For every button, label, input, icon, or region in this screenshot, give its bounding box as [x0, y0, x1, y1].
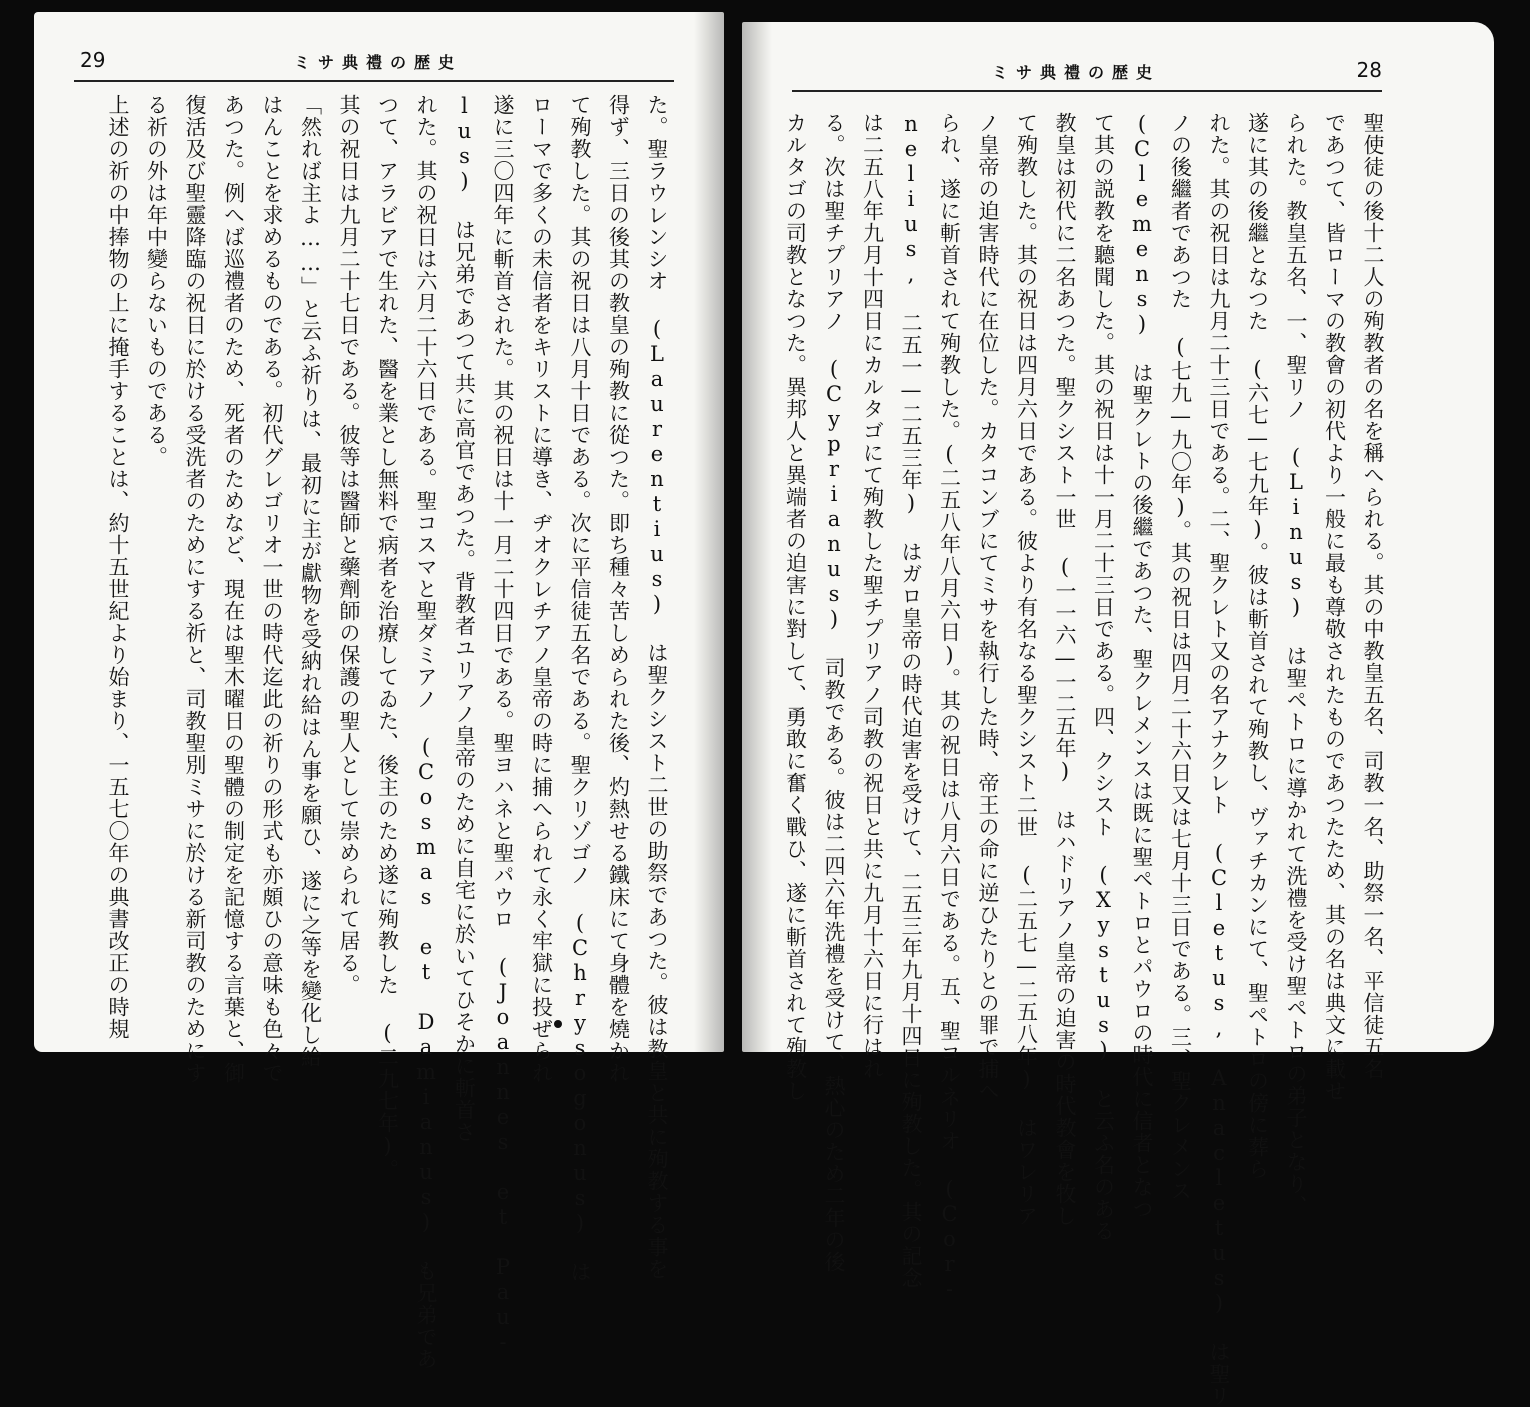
text-line: はんことを求めるものである。初代グレゴリオ一世の時代迄此の祈りの形式も亦頗ひの意味も色々で	[260, 94, 284, 1084]
right-page-body	[783, 112, 1392, 1407]
text-line: た。聖ラウレンシオ (Laurentius) は聖クシスト二世の助祭であつた。彼は教皇と共に殉教する事を	[645, 94, 669, 1280]
text-line: る。次は聖チプリアノ (Cyprianus) 司教である。彼は二四六年洗禮を受けて、熱心のため二年の後	[822, 112, 846, 1273]
text-line: 遂に其の後繼となつた (六七—七九年)。彼は斬首されて殉教し、ヴァチカンにて、聖ペトロの傍に葬ら	[1245, 112, 1270, 1180]
running-title: ミサ典禮の歴史	[294, 53, 463, 72]
text-line: つて、アラビアで生れた、醫を業とし無料で病者を治療してゐた、後主のため遂に殉教した (二九七年)。	[375, 94, 400, 1181]
left-page-body	[80, 94, 676, 1370]
text-line: る祈の外は年中變らないものである。	[144, 94, 169, 468]
text-line: られた。教皇五名、一、聖リノ (Linus) は聖ペトロに導かれて洗禮を受け聖ペトロの弟子となり、	[1284, 112, 1308, 1217]
text-line: ローマで多くの未信者をキリストに導き、ヂオクレチアノ皇帝の時に捕へられて永く牢獄に投ぜられ	[529, 94, 554, 1084]
left-page-header	[74, 46, 674, 82]
text-line: て其の説教を聽聞した。其の祝日は十一月二十三日である。四、クシスト (Xystus) と云ふ名のある	[1091, 112, 1116, 1242]
text-line: て殉教した。其の祝日は八月十日である。次に平信徒五名である。聖クリゾゴノ (Chrysogonus) は	[568, 94, 592, 1283]
text-line: は二五八年九月十四日にカルタゴにて殉教した聖チプリアノ司教の祝日と共に九月十六日に行はれ	[860, 112, 885, 1080]
right-page	[742, 22, 1494, 1407]
left-page	[34, 12, 724, 1370]
text-line: であつて、皆ローマの教會の初代より一般に最も尊敬されたものであつたため、其の名は典文に載せ	[1322, 112, 1347, 1102]
text-line: 聖使徒の後十二人の殉教者の名を稱へられる。其の中教皇五名、司教一名、助祭一名、平信徒五名	[1361, 112, 1385, 1080]
text-line: lus) は兄弟であつて共に高官であつた。背教者ユリアノ皇帝のために自宅に於いてひそかに斬首さ	[452, 94, 477, 1143]
text-line: れた。其の祝日は六月二十六日である。聖コスマと聖ダミアノ (Cosmas et Damianus) も兄弟であ	[414, 94, 438, 1370]
text-line: 「然れば主よ……」と云ふ祈りは、最初に主が獻物を受納れ給はん事を願ひ、遂に之等を變化し給	[298, 94, 323, 1068]
spine-shadow	[694, 12, 724, 1052]
text-line: カルタゴの司教となつた。異邦人と異端者の迫害に對して、勇敢に奮く戰ひ、遂に斬首されて殉教し	[783, 112, 808, 1102]
text-line: れた。其の祝日は九月二十三日である。二、聖クレト又の名アナクレト (Cletus, Anacletus) は聖リ	[1207, 112, 1231, 1407]
text-line: ノの後繼者であつた (七九—九〇年)。其の祝日は四月二十六日又は七月十三日である。三、聖クレメンス	[1168, 112, 1193, 1202]
text-line: 遂に三〇四年に斬首された。其の祝日は十一月二十四日である。聖ヨハネと聖パウロ (Joannes et Pau-	[491, 94, 515, 1355]
text-line: 得ず、三日の後其の教皇の殉教に從つた。即ち種々苦しめられた後、灼熱せる鐵床にて身體を燒かれ	[606, 94, 631, 1084]
text-line: 復活及び聖靈降臨の祝日に於ける受洗者のためにする祈と、司教聖別ミサに於ける新司教のためにす	[183, 94, 207, 1084]
ink-dot	[554, 1020, 562, 1028]
text-line: て殉教した。其の祝日は四月六日である。彼より有名なる聖クシスト二世 (二五七—二五八年) はワレリア	[1014, 112, 1039, 1227]
text-line: 上述の祈の中捧物の上に掩手することは、約十五世紀より始まり、一五七〇年の典書改正の時規	[106, 94, 130, 1040]
text-line: られ、遂に斬首されて殉教した。(二五八年八月六日)。其の祝日は八月六日である。五、聖コルネリオ (Cor-	[937, 112, 962, 1302]
text-line: あつた。例へば巡禮者のため、死者のためなど、現在は聖木曜日の聖體の制定を記憶する言葉と、御	[221, 94, 246, 1084]
text-line: (Clemens) は聖クレトの後繼であつた、聖クレメンスは既に聖ペトロとパウロの時代に信者となつ	[1130, 112, 1154, 1220]
page-number: 29	[80, 48, 106, 72]
text-line: 教皇は初代に二名あつた。聖クシスト一世 (一一六—一二五年) はハドリアノ皇帝の迫害の時代教會を牧し	[1053, 112, 1077, 1227]
spine-shadow	[742, 22, 772, 1052]
text-line: ノ皇帝の迫害時代に在位した。カタコンブにてミサを執行した時、帝王の命に逆ひたりとの罪で捕へ	[976, 112, 1000, 1102]
text-line: nelius, 二五一—二五三年) はガロ皇帝の時代迫害を受けて、二五三年九月十四日に殉教した。其の記念	[899, 112, 923, 1289]
running-title: ミサ典禮の歴史	[992, 63, 1161, 82]
right-page-header	[792, 56, 1382, 92]
text-line: 其の祝日は九月二十七日である。彼等は醫師と藥劑師の保護の聖人として崇められて居る。	[337, 94, 361, 996]
page-number: 28	[1356, 58, 1382, 82]
